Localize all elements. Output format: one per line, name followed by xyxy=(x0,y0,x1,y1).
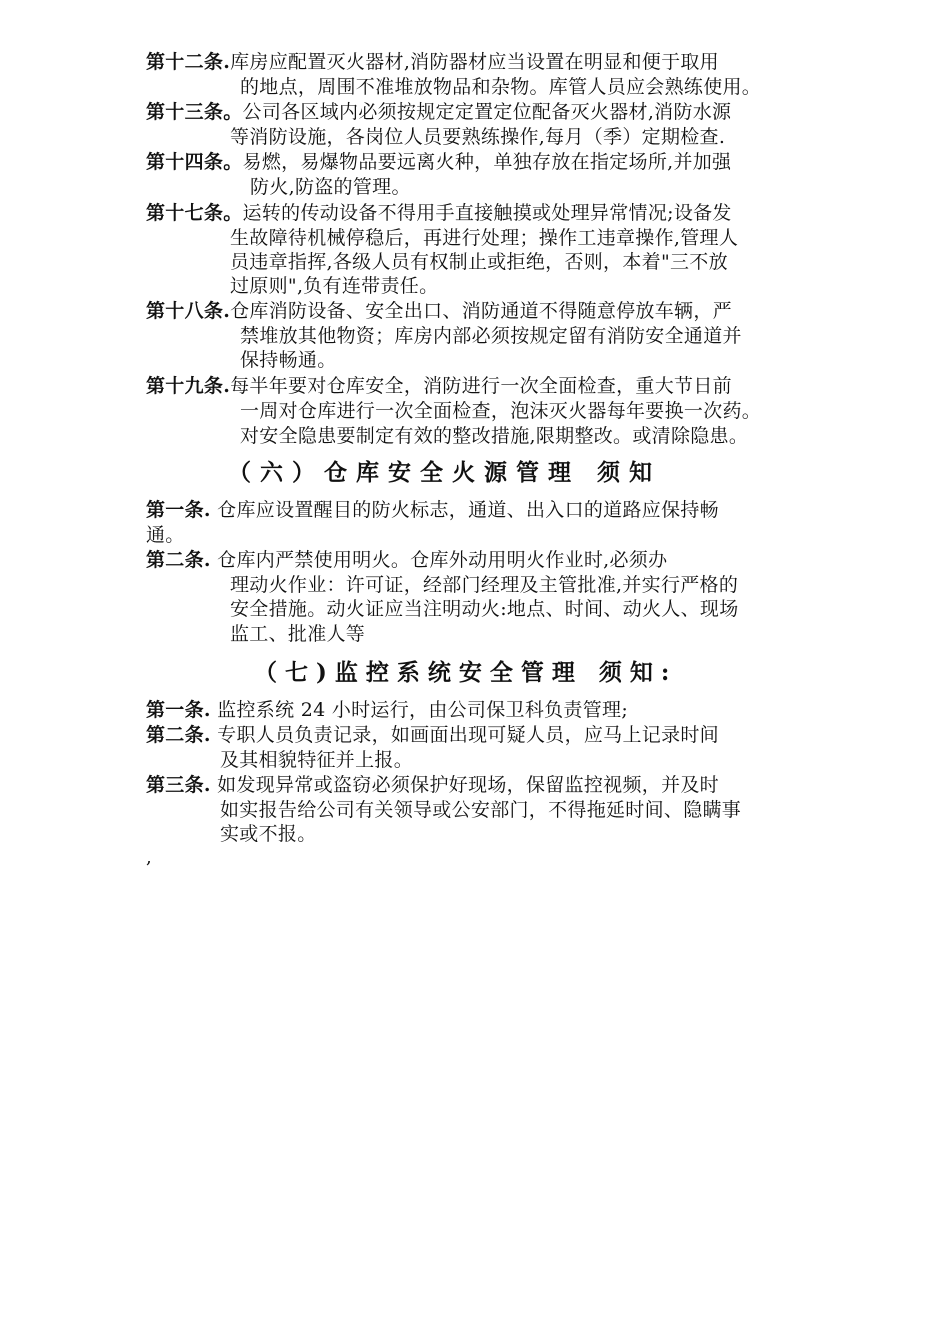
s7-article-2-line-1: 第二条. 专职人员负责记录，如画面出现可疑人员，应马上记录时间 xyxy=(146,724,719,746)
s6-article-2-line-2: 理动火作业：许可证，经部门经理及主管批准,并实行严格的 xyxy=(230,574,739,596)
article-14-line-1: 第十四条。易燃，易爆物品要远离火种，单独存放在指定场所,并加强 xyxy=(146,151,732,173)
s7-article-1-label: 第一条. xyxy=(146,699,211,721)
article-19-line-1: 第十九条.每半年要对仓库安全，消防进行一次全面检查，重大节日前 xyxy=(146,375,732,397)
article-14-label: 第十四条。 xyxy=(146,151,243,173)
article-18-line-1: 第十八条.仓库消防设备、安全出口、消防通道不得随意停放车辆，严 xyxy=(146,300,732,322)
article-17-line-2: 生故障待机械停稳后，再进行处理；操作工违章操作,管理人 xyxy=(230,227,739,249)
article-14-line-2: 防火,防盗的管理。 xyxy=(250,176,411,198)
article-12-label: 第十二条. xyxy=(146,51,231,73)
s6-article-2-label: 第二条. xyxy=(146,549,211,571)
article-13-label: 第十三条。 xyxy=(146,101,243,123)
article-18-label: 第十八条. xyxy=(146,300,231,322)
article-19-label: 第十九条. xyxy=(146,375,231,397)
s6-article-2-line-1: 第二条. 仓库内严禁使用明火。仓库外动用明火作业时,必须办 xyxy=(146,549,668,571)
s7-article-2-line-2: 及其相貌特征并上报。 xyxy=(220,749,414,771)
article-18-line-3: 保持畅通。 xyxy=(240,349,337,371)
article-18-line-2: 禁堆放其他物资；库房内部必须按规定留有消防安全通道并 xyxy=(240,325,742,347)
section-7-heading: （七)监控系统安全管理 须知: xyxy=(254,659,678,686)
article-12-line-2: 的地点，周围不准堆放物品和杂物。库管人员应会熟练使用。 xyxy=(240,76,762,98)
article-12-line-1: 第十二条.库房应配置灭火器材,消防器材应当设置在明显和便于取用 xyxy=(146,51,719,73)
s7-article-3-label: 第三条. xyxy=(146,774,211,796)
s7-article-2-label: 第二条. xyxy=(146,724,211,746)
article-13-line-2: 等消防设施，各岗位人员要熟练操作,每月（季）定期检查. xyxy=(230,126,726,148)
s7-article-3-line-2: 如实报告给公司有关领导或公安部门，不得拖延时间、隐瞒事 xyxy=(220,799,742,821)
article-17-line-3: 员违章指挥,各级人员有权制止或拒绝，否则，本着"三不放 xyxy=(230,251,728,273)
s6-article-1-line-2: 通。 xyxy=(146,524,185,546)
s7-article-1-line-1: 第一条. 监控系统 24 小时运行，由公司保卫科负责管理; xyxy=(146,699,629,721)
s6-article-1-line-1: 第一条. 仓库应设置醒目的防火标志，通道、出入口的道路应保持畅 xyxy=(146,499,719,521)
article-13-line-1: 第十三条。公司各区域内必须按规定定置定位配备灭火器材,消防水源 xyxy=(146,101,732,123)
article-19-line-3: 对安全隐患要制定有效的整改措施,限期整改。或清除隐患。 xyxy=(240,425,749,447)
section-6-heading: （六）仓库安全火源管理 须知 xyxy=(228,459,662,486)
s7-article-3-line-1: 第三条. 如发现异常或盗窃必须保护好现场，保留监控视频，并及时 xyxy=(146,774,719,796)
article-17-label: 第十七条。 xyxy=(146,202,243,224)
s6-article-2-line-3: 安全措施。动火证应当注明动火:地点、时间、动火人、现场 xyxy=(230,598,739,620)
trailing-comma-mark: , xyxy=(146,847,152,868)
s6-article-2-line-4: 监工、批准人等 xyxy=(230,623,366,645)
s6-article-1-label: 第一条. xyxy=(146,499,211,521)
article-19-line-2: 一周对仓库进行一次全面检查，泡沫灭火器每年要换一次药。 xyxy=(240,400,762,422)
s7-article-3-line-3: 实或不报。 xyxy=(220,823,317,845)
article-17-line-1: 第十七条。运转的传动设备不得用手直接触摸或处理异常情况;设备发 xyxy=(146,202,732,224)
article-17-line-4: 过原则",负有连带责任。 xyxy=(230,275,439,297)
